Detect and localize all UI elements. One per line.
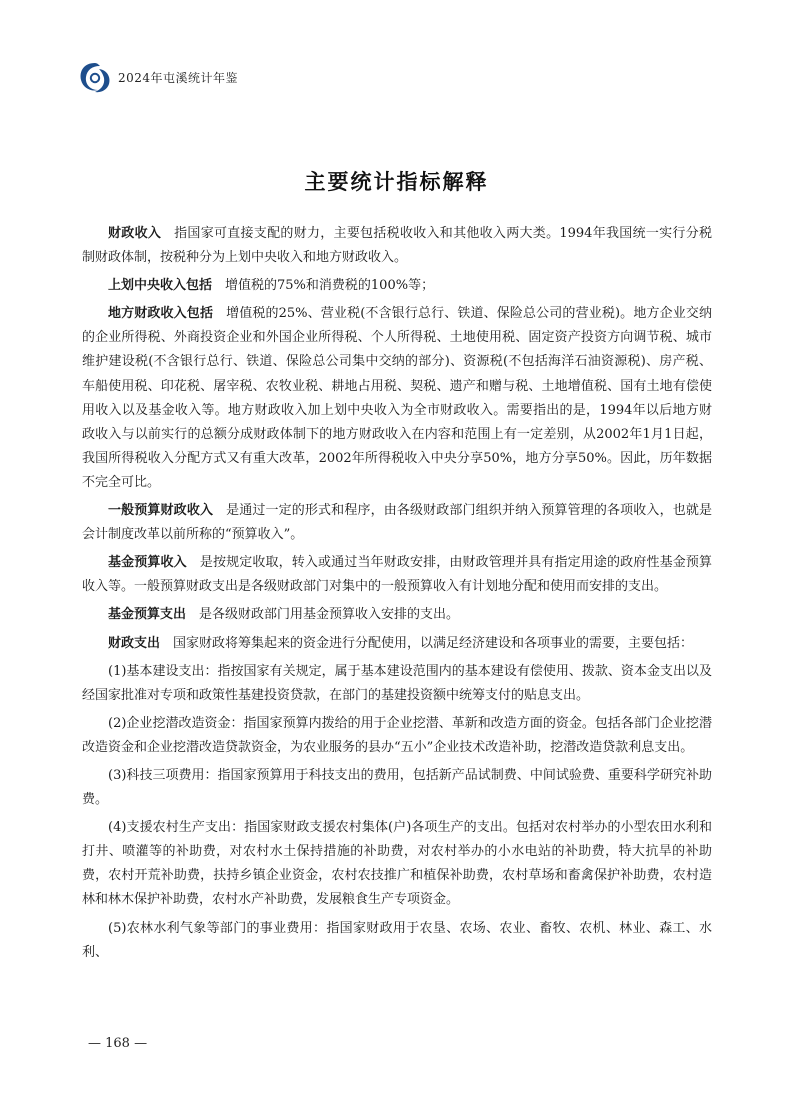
definition-text: (3)科技三项费用：指国家预算用于科技支出的费用，包括新产品试制费、中间试验费、重要科学研究补助费。 <box>82 767 712 808</box>
yearbook-logo-icon <box>78 60 112 94</box>
definition-text: (5)农林水利气象等部门的事业费用：指国家财政用于农垦、农场、农业、畜牧、农机、林业、森工、水利、 <box>82 920 712 960</box>
page-title: 主要统计指标解释 <box>304 170 489 194</box>
paragraph <box>82 274 712 298</box>
paragraph <box>82 222 712 270</box>
definition-text: 增值税的25%、营业税(不含银行总行、铁道、保险总公司的营业税)。地方企业交纳的企业所得税、外商投资企业和外国企业所得税、个人所得税、土地使用税、固定资产投资方向调节税、城市维护建设税(不含银行总行、铁道、保险总公司集中交纳的部分)、资源税(不包括海洋石油资源税)、房产税、车船使用税、印花税、屠宰税、农牧业税、耕地占用税、契税、遗产和赠与税、土地增值税、国有土地有偿使用收入以及基金收入等。地方财政收入加上划中央收入为全市财政收入。需要指出的是，1994年以后地方财政收入与以前实行的总额分成财政体制下的地方财政收入在内容和范围上有一定差别，从2002年1月1日起，我国所得税收入分配方式又有重大改革，2002年所得税收入中央分享50%，地方分享50%。因此，历年数据不完全可比。 <box>82 306 712 490</box>
definition-text: 增值税的75%和消费税的100%等； <box>225 278 435 294</box>
running-header <box>78 60 238 94</box>
term-label: 上划中央收入包括 <box>108 278 213 294</box>
list-item <box>82 917 712 965</box>
paragraph <box>82 551 712 599</box>
term-label: 财政收入 <box>108 226 162 241</box>
definition-text: 是按规定收取，转入或通过当年财政安排，由财政管理并具有指定用途的政府性基金预算收入等。一般预算财政支出是各级财政部门对集中的一般预算收入有计划地分配和使用而安排的支出。 <box>82 555 712 595</box>
definition-text: 指国家可直接支配的财力，主要包括税收收入和其他收入两大类。1994年我国统一实行分税制财政体制，按税种分为上划中央收入和地方财政收入。 <box>82 226 712 266</box>
term-label: 财政支出 <box>108 635 161 651</box>
term-label: 基金预算支出 <box>108 607 187 623</box>
definition-text: (2)企业挖潜改造资金：指国家预算内拨给的用于企业挖潜、革新和改造方面的资金。包括各部门企业挖潜改造资金和企业挖潜改造贷款资金，为农业服务的县办“五小”企业技术改造补助，挖潜改造贷款利息支出。 <box>82 715 712 755</box>
definition-text: 是各级财政部门用基金预算收入安排的支出。 <box>199 607 460 623</box>
paragraph <box>82 499 712 547</box>
list-item <box>82 764 712 812</box>
page-number: — 168 — <box>88 1036 148 1051</box>
list-item <box>82 712 712 760</box>
paragraph <box>82 632 712 656</box>
term-label: 基金预算收入 <box>108 555 187 571</box>
paragraph <box>82 603 712 627</box>
article-body <box>82 222 712 969</box>
term-label: 地方财政收入包括 <box>108 306 214 322</box>
list-item <box>82 816 712 912</box>
definition-text: (4)支援农村生产支出：指国家财政支援农村集体(户)各项生产的支出。包括对农村举办的小型农田水利和打井、喷灌等的补助费，对农村水土保持措施的补助费，对农村举办的小水电站的补助费，特大抗旱的补助费，农村开荒补助费，扶持乡镇企业资金，农村农技推广和植保补助费，农村草场和畜禽保护补助费，农村造林和林木保护补助费，农村水产补助费，发展粮食生产专项资金。 <box>82 820 712 908</box>
book-title: 2024年屯溪统计年鉴 <box>118 70 239 85</box>
definition-text: 国家财政将筹集起来的资金进行分配使用，以满足经济建设和各项事业的需要，主要包括： <box>173 635 694 651</box>
definition-text: (1)基本建设支出：指按国家有关规定，属于基本建设范围内的基本建设有偿使用、拨款、资本金支出以及经国家批准对专项和政策性基建投资贷款，在部门的基建投资额中统筹支付的贴息支出。 <box>82 663 712 703</box>
definition-text: 是通过一定的形式和程序，由各级财政部门组织并纳入预算管理的各项收入，也就是会计制度改革以前所称的“预算收入”。 <box>82 503 712 543</box>
term-label: 一般预算财政收入 <box>108 503 214 519</box>
paragraph <box>82 302 712 495</box>
list-item <box>82 660 712 708</box>
